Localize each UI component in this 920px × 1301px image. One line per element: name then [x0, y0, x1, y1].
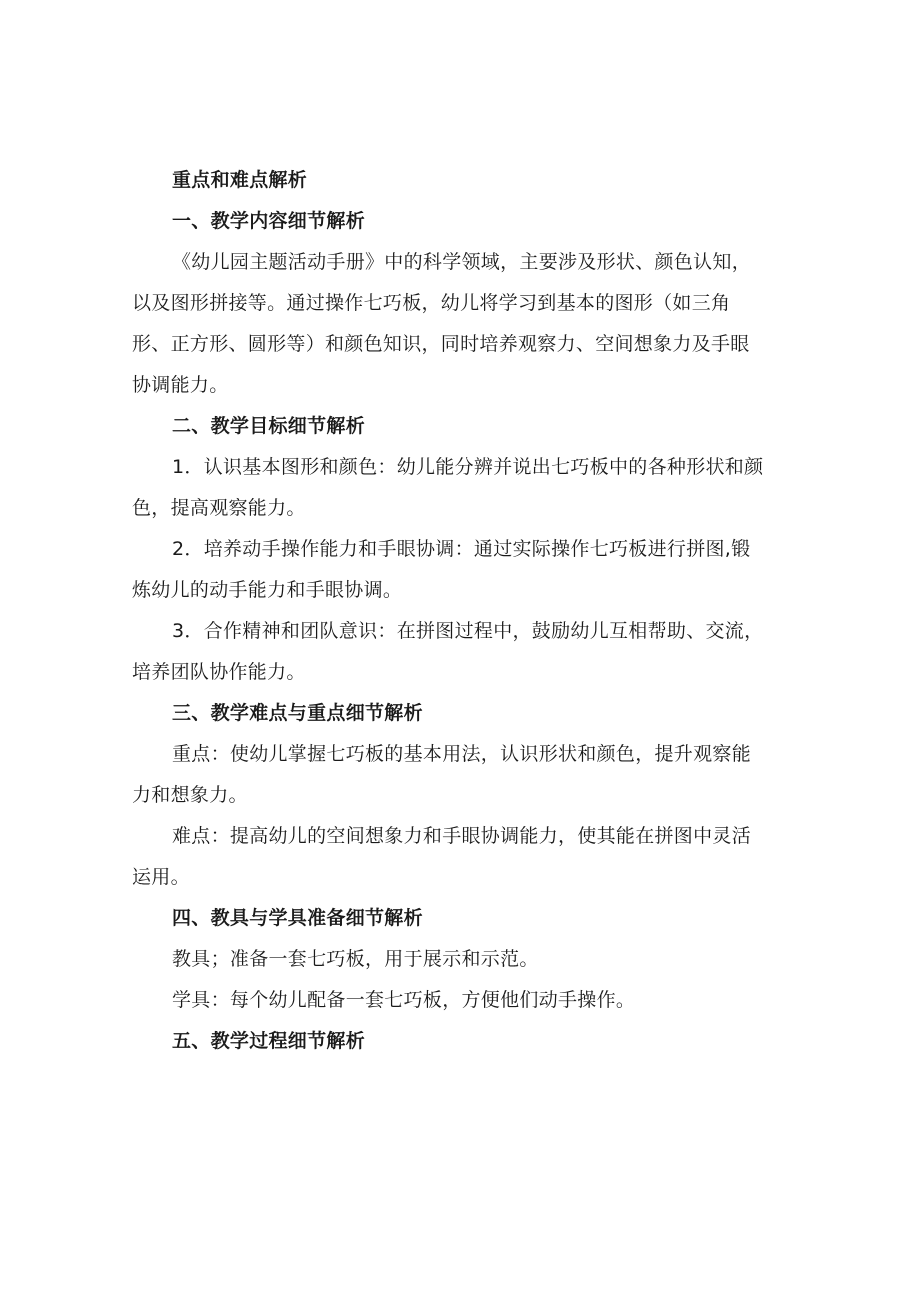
section-5-heading: 五、教学过程细节解析	[172, 1030, 366, 1052]
learning-tools-line: 学具：每个幼儿配备一套七巧板，方便他们动手操作。	[172, 989, 636, 1011]
key-point-line: 力和想象力。	[132, 784, 248, 806]
difficulty-line: 运用。	[132, 866, 190, 888]
objective-3-line: 3．合作精神和团队意识：在拼图过程中，鼓励幼儿互相帮助、交流，	[172, 620, 764, 642]
key-point-line: 重点：使幼儿掌握七巧板的基本用法，认识形状和颜色，提升观察能	[172, 743, 752, 765]
objective-1-line: 色，提高观察能力。	[132, 497, 306, 519]
document-body	[132, 160, 792, 1062]
objective-3-line: 培养团队协作能力。	[132, 661, 306, 683]
section-1-paragraph-line: 形、正方形、圆形等）和颜色知识，同时培养观察力、空间想象力及手眼	[132, 333, 750, 355]
section-1-paragraph-line: 以及图形拼接等。通过操作七巧板，幼儿将学习到基本的图形（如三角	[132, 292, 731, 314]
objective-2-line: 炼幼儿的动手能力和手眼协调。	[132, 579, 403, 601]
section-1-heading: 一、教学内容细节解析	[172, 210, 366, 232]
teaching-tools-line: 教具；准备一套七巧板，用于展示和示范。	[172, 948, 539, 970]
section-2-heading: 二、教学目标细节解析	[172, 415, 366, 437]
document-title: 重点和难点解析	[172, 169, 308, 191]
objective-2-line: 2．培养动手操作能力和手眼协调：通过实际操作七巧板进行拼图,锻	[172, 538, 751, 560]
section-3-heading: 三、教学难点与重点细节解析	[172, 702, 423, 724]
section-4-heading: 四、教具与学具准备细节解析	[172, 907, 423, 929]
objective-1-line: 1．认识基本图形和颜色：幼儿能分辨并说出七巧板中的各种形状和颜	[172, 456, 764, 478]
section-1-paragraph-line: 协调能力。	[132, 374, 229, 396]
section-1-paragraph-line: 《幼儿园主题活动手册》中的科学领域，主要涉及形状、颜色认知，	[172, 251, 752, 273]
difficulty-line: 难点：提高幼儿的空间想象力和手眼协调能力，使其能在拼图中灵活	[172, 825, 752, 847]
